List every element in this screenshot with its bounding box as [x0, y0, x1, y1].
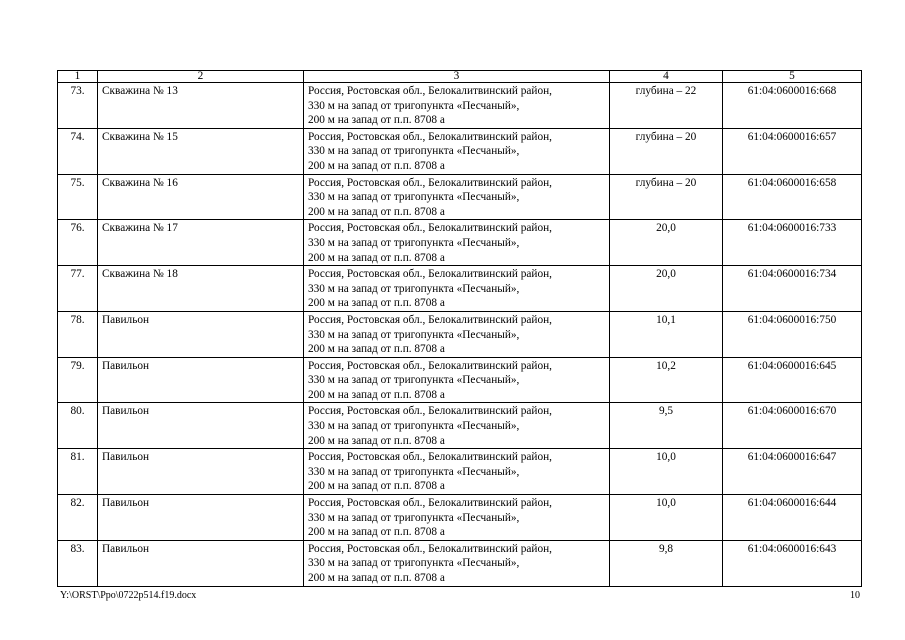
object-name: Павильон: [98, 403, 304, 449]
object-value: 10,0: [610, 449, 723, 495]
address-line: 330 м на запад от тригопункта «Песчаный»,: [308, 236, 520, 249]
address-line: Россия, Ростовская обл., Белокалитвинский район,: [308, 359, 552, 372]
object-name: Павильон: [98, 357, 304, 403]
object-address: [304, 311, 610, 357]
cadastral-number: 61:04:0600016:750: [723, 311, 862, 357]
object-value: 20,0: [610, 220, 723, 266]
table-row: [58, 357, 862, 403]
address-line: 200 м на запад от п.п. 8708 а: [308, 434, 445, 447]
cadastral-number: 61:04:0600016:668: [723, 83, 862, 129]
table-row: [58, 540, 862, 586]
object-value: 10,2: [610, 357, 723, 403]
address-line: Россия, Ростовская обл., Белокалитвинский район,: [308, 313, 552, 326]
address-line: 330 м на запад от тригопункта «Песчаный»,: [308, 557, 520, 570]
objects-table: [57, 70, 862, 587]
header-col-4: 4: [610, 71, 723, 83]
address-line: 330 м на запад от тригопункта «Песчаный»,: [308, 374, 520, 387]
cadastral-number: 61:04:0600016:733: [723, 220, 862, 266]
header-col-2: 2: [98, 71, 304, 83]
table-row: [58, 266, 862, 312]
table-header: [58, 71, 862, 83]
address-line: Россия, Ростовская обл., Белокалитвинский район,: [308, 542, 552, 555]
address-line: 200 м на запад от п.п. 8708 а: [308, 297, 445, 310]
address-line: 330 м на запад от тригопункта «Песчаный»,: [308, 465, 520, 478]
row-number: 73.: [58, 83, 98, 129]
object-value: 9,8: [610, 540, 723, 586]
object-address: [304, 403, 610, 449]
object-value: 20,0: [610, 266, 723, 312]
object-name: Павильон: [98, 540, 304, 586]
row-number: 76.: [58, 220, 98, 266]
object-name: Скважина № 15: [98, 128, 304, 174]
address-line: 330 м на запад от тригопункта «Песчаный»,: [308, 420, 520, 433]
address-line: 200 м на запад от п.п. 8708 а: [308, 159, 445, 172]
object-name: Павильон: [98, 495, 304, 541]
table-row: [58, 311, 862, 357]
address-line: 330 м на запад от тригопункта «Песчаный»,: [308, 328, 520, 341]
table-body: [58, 83, 862, 587]
page-number: 10: [850, 590, 860, 601]
object-address: [304, 128, 610, 174]
address-line: 200 м на запад от п.п. 8708 а: [308, 114, 445, 127]
object-value: 9,5: [610, 403, 723, 449]
object-name: Павильон: [98, 449, 304, 495]
address-line: 330 м на запад от тригопункта «Песчаный»,: [308, 145, 520, 158]
table-row: [58, 403, 862, 449]
address-line: Россия, Ростовская обл., Белокалитвинский район,: [308, 85, 552, 97]
object-address: [304, 220, 610, 266]
header-col-5: 5: [723, 71, 862, 83]
object-value: 10,1: [610, 311, 723, 357]
row-number: 83.: [58, 540, 98, 586]
header-row: [58, 71, 862, 83]
address-line: Россия, Ростовская обл., Белокалитвинский район,: [308, 176, 552, 189]
address-line: 330 м на запад от тригопункта «Песчаный»,: [308, 282, 520, 295]
object-address: [304, 83, 610, 129]
row-number: 79.: [58, 357, 98, 403]
address-line: Россия, Ростовская обл., Белокалитвинский район,: [308, 130, 552, 143]
address-line: 200 м на запад от п.п. 8708 а: [308, 205, 445, 218]
object-name: Скважина № 16: [98, 174, 304, 220]
object-address: [304, 540, 610, 586]
cadastral-number: 61:04:0600016:658: [723, 174, 862, 220]
object-name: Павильон: [98, 311, 304, 357]
object-value: 10,0: [610, 495, 723, 541]
cadastral-number: 61:04:0600016:645: [723, 357, 862, 403]
address-line: Россия, Ростовская обл., Белокалитвинский район,: [308, 405, 552, 418]
address-line: Россия, Ростовская обл., Белокалитвинский район,: [308, 222, 552, 235]
address-line: 200 м на запад от п.п. 8708 а: [308, 343, 445, 356]
cadastral-number: 61:04:0600016:734: [723, 266, 862, 312]
table-row: [58, 83, 862, 129]
address-line: 330 м на запад от тригопункта «Песчаный»,: [308, 191, 520, 204]
object-value: глубина – 20: [610, 174, 723, 220]
header-col-3: 3: [304, 71, 610, 83]
object-name: Скважина № 13: [98, 83, 304, 129]
cadastral-number: 61:04:0600016:643: [723, 540, 862, 586]
address-line: Россия, Ростовская обл., Белокалитвинский район,: [308, 268, 552, 281]
object-value: глубина – 20: [610, 128, 723, 174]
object-name: Скважина № 18: [98, 266, 304, 312]
address-line: Россия, Ростовская обл., Белокалитвинский район,: [308, 497, 552, 510]
address-line: 330 м на запад от тригопункта «Песчаный»,: [308, 99, 520, 112]
address-line: 200 м на запад от п.п. 8708 а: [308, 251, 445, 264]
address-line: 200 м на запад от п.п. 8708 а: [308, 572, 445, 584]
cadastral-number: 61:04:0600016:670: [723, 403, 862, 449]
table-row: [58, 174, 862, 220]
address-line: 330 м на запад от тригопункта «Песчаный»,: [308, 511, 520, 524]
address-line: Россия, Ростовская обл., Белокалитвинский район,: [308, 451, 552, 464]
address-line: 200 м на запад от п.п. 8708 а: [308, 388, 445, 401]
object-address: [304, 449, 610, 495]
table-row: [58, 220, 862, 266]
row-number: 81.: [58, 449, 98, 495]
table-row: [58, 128, 862, 174]
object-address: [304, 357, 610, 403]
object-name: Скважина № 17: [98, 220, 304, 266]
row-number: 74.: [58, 128, 98, 174]
cadastral-number: 61:04:0600016:647: [723, 449, 862, 495]
table-row: [58, 449, 862, 495]
object-address: [304, 174, 610, 220]
object-address: [304, 495, 610, 541]
footer-file-path: Y:\ORST\Ppo\0722p514.f19.docx: [60, 590, 197, 601]
object-value: глубина – 22: [610, 83, 723, 129]
address-line: 200 м на запад от п.п. 8708 а: [308, 526, 445, 539]
row-number: 75.: [58, 174, 98, 220]
header-col-1: 1: [58, 71, 98, 83]
cadastral-number: 61:04:0600016:657: [723, 128, 862, 174]
cadastral-number: 61:04:0600016:644: [723, 495, 862, 541]
row-number: 77.: [58, 266, 98, 312]
row-number: 80.: [58, 403, 98, 449]
object-address: [304, 266, 610, 312]
table-row: [58, 495, 862, 541]
address-line: 200 м на запад от п.п. 8708 а: [308, 480, 445, 493]
row-number: 82.: [58, 495, 98, 541]
row-number: 78.: [58, 311, 98, 357]
